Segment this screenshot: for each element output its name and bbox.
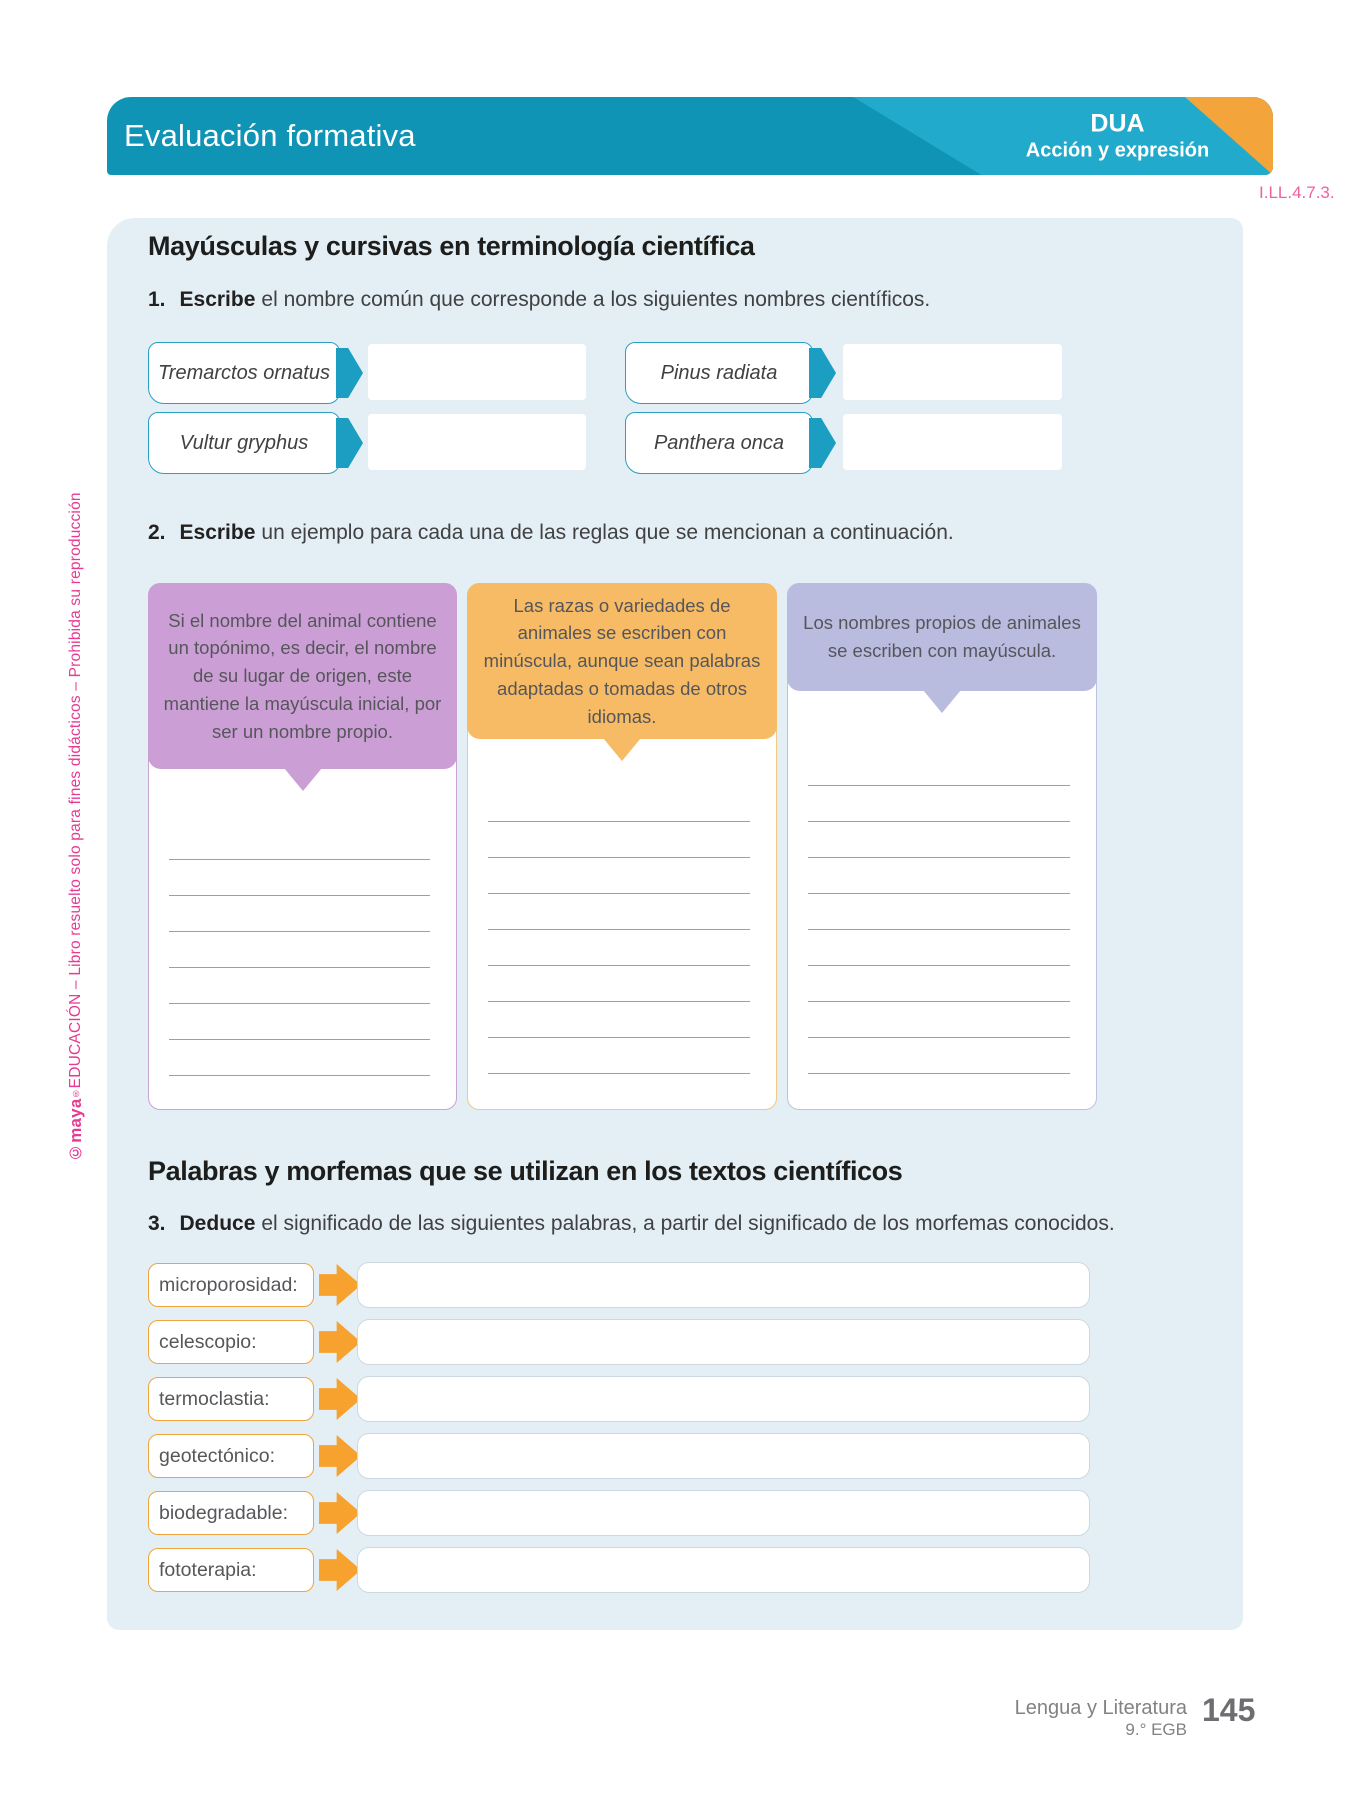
orange-arrow-icon xyxy=(319,1492,361,1534)
answer-box-microporosidad[interactable] xyxy=(357,1262,1090,1308)
answer-line xyxy=(169,967,430,968)
standard-code: I.LL.4.7.3. xyxy=(1259,183,1335,202)
footer xyxy=(1015,1697,1187,1740)
answer-line xyxy=(488,929,750,930)
morpheme-label: termoclastia: xyxy=(159,1387,270,1410)
answer-line xyxy=(488,821,750,822)
answer-line xyxy=(808,965,1070,966)
q2-verb: Escribe xyxy=(179,521,256,544)
orange-arrow-icon xyxy=(319,1321,361,1363)
q1-verb: Escribe xyxy=(179,288,256,311)
q3-verb: Deduce xyxy=(179,1212,256,1235)
orange-arrow-icon xyxy=(319,1549,361,1591)
orange-arrow-icon xyxy=(319,1435,361,1477)
teal-arrow-icon xyxy=(336,418,363,468)
answer-line xyxy=(169,1003,430,1004)
answer-line xyxy=(488,857,750,858)
q3-number: 3. xyxy=(148,1212,166,1235)
copyright-text: – Libro resuelto solo para fines didácticos – Prohibida su reproducción xyxy=(67,492,84,994)
bubble-tail-icon xyxy=(923,690,961,713)
question-3 xyxy=(148,1212,1115,1236)
morpheme-label-box xyxy=(148,1548,314,1592)
rule-card-proper-names xyxy=(787,583,1097,1110)
morpheme-label-box xyxy=(148,1377,314,1421)
page-title: Evaluación formativa xyxy=(124,118,416,153)
footer-grade: 9.° EGB xyxy=(1125,1720,1187,1739)
q2-text: un ejemplo para cada una de las reglas que se mencionan a continuación. xyxy=(261,521,954,544)
content-panel xyxy=(107,218,1243,1630)
sci-name-label: Vultur gryphus xyxy=(179,431,309,454)
footer-subject: Lengua y Literatura xyxy=(1014,1697,1187,1719)
answer-line xyxy=(808,1073,1070,1074)
morpheme-label: biodegradable: xyxy=(159,1501,289,1524)
answer-line xyxy=(488,1037,750,1038)
answer-line xyxy=(169,931,430,932)
answer-box-geotectonico[interactable] xyxy=(357,1433,1090,1479)
answer-line xyxy=(488,965,750,966)
footer-page-number: 145 xyxy=(1202,1692,1256,1728)
section2-title: Palabras y morfemas que se utilizan en los textos científicos xyxy=(148,1156,903,1186)
sci-name-label: Tremarctos ornatus xyxy=(158,361,330,384)
answer-line xyxy=(808,1037,1070,1038)
answer-line xyxy=(808,1001,1070,1002)
answer-box-fototerapia[interactable] xyxy=(357,1547,1090,1593)
sidebar-copyright xyxy=(66,420,86,1162)
rule-bubble: Si el nombre del animal contiene un topónimo, es decir, el nombre de su lugar de origen, este mantiene la mayúscula inicial, por ser un nombre propio. xyxy=(148,583,457,769)
rule-card-breeds xyxy=(467,583,777,1110)
morpheme-label: fototerapia: xyxy=(159,1558,257,1581)
bubble-tail-icon xyxy=(603,738,641,761)
publisher-logo: ©maya xyxy=(66,1098,85,1162)
answer-line xyxy=(169,1039,430,1040)
answer-line xyxy=(169,895,430,896)
sci-name-box xyxy=(148,342,340,404)
answer-box-celescopio[interactable] xyxy=(357,1319,1090,1365)
answer-line xyxy=(488,1001,750,1002)
answer-line xyxy=(808,785,1070,786)
q2-number: 2. xyxy=(148,521,166,544)
answer-line xyxy=(808,929,1070,930)
answer-line xyxy=(169,1075,430,1076)
answer-box-common-name-2[interactable] xyxy=(843,344,1062,400)
answer-box-common-name-4[interactable] xyxy=(843,414,1062,470)
answer-line xyxy=(169,859,430,860)
sci-name-box xyxy=(148,412,340,474)
sci-name-box xyxy=(625,342,813,404)
answer-box-biodegradable[interactable] xyxy=(357,1490,1090,1536)
morpheme-label-box xyxy=(148,1491,314,1535)
dua-badge-subtitle: Acción y expresión xyxy=(1025,138,1210,161)
q1-text: el nombre común que corresponde a los siguientes nombres científicos. xyxy=(261,288,931,311)
teal-arrow-icon xyxy=(809,418,836,468)
orange-arrow-icon xyxy=(319,1378,361,1420)
dua-badge xyxy=(1005,110,1230,162)
morpheme-label-box xyxy=(148,1320,314,1364)
teal-arrow-icon xyxy=(809,348,836,398)
rule-bubble: Los nombres propios de animales se escriben con mayúscula. xyxy=(787,583,1097,691)
answer-line xyxy=(808,857,1070,858)
rule-card-toponym xyxy=(148,583,457,1110)
header-banner xyxy=(107,97,1273,175)
bubble-tail-icon xyxy=(284,768,322,791)
question-1 xyxy=(148,288,930,312)
q3-text: el significado de las siguientes palabras, a partir del significado de los morfemas conocidos. xyxy=(261,1212,1115,1235)
section1-title: Mayúsculas y cursivas en terminología científica xyxy=(148,231,755,261)
morpheme-label: geotectónico: xyxy=(159,1444,276,1467)
sci-name-label: Pinus radiata xyxy=(660,361,778,384)
morpheme-label-box xyxy=(148,1434,314,1478)
rule-bubble: Las razas o variedades de animales se escriben con minúscula, aunque sean palabras adaptadas o tomadas de otros idiomas. xyxy=(467,583,777,739)
answer-box-common-name-1[interactable] xyxy=(368,344,586,400)
morpheme-label: celescopio: xyxy=(159,1330,257,1353)
dua-badge-title: DUA xyxy=(1090,109,1145,138)
answer-line xyxy=(808,893,1070,894)
q1-number: 1. xyxy=(148,288,166,311)
answer-box-termoclastia[interactable] xyxy=(357,1376,1090,1422)
orange-arrow-icon xyxy=(319,1264,361,1306)
publisher-brand: EDUCACIÓN xyxy=(67,993,84,1089)
answer-box-common-name-3[interactable] xyxy=(368,414,586,470)
teal-arrow-icon xyxy=(336,348,363,398)
morpheme-label: microporosidad: xyxy=(159,1273,298,1296)
answer-line xyxy=(488,893,750,894)
question-2 xyxy=(148,521,954,545)
answer-line xyxy=(808,821,1070,822)
registered-mark: ® xyxy=(71,1088,81,1099)
morpheme-label-box xyxy=(148,1263,314,1307)
sci-name-box xyxy=(625,412,813,474)
sci-name-label: Panthera onca xyxy=(653,431,785,454)
answer-line xyxy=(488,1073,750,1074)
